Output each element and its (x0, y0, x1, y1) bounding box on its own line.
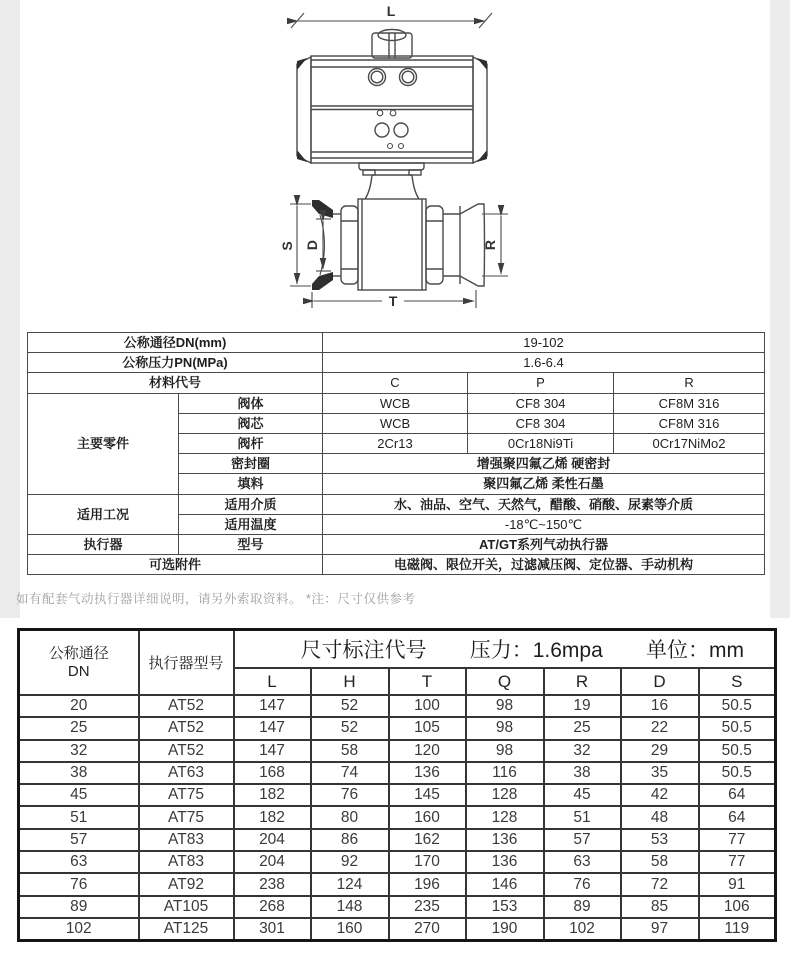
cell-dn: 51 (19, 806, 139, 828)
cell: 100 (389, 695, 466, 717)
cell: 170 (389, 851, 466, 873)
cell: 148 (311, 896, 389, 918)
cell: 98 (466, 740, 544, 762)
cell-model: AT83 (139, 829, 234, 851)
spec-material-label: 材料代号 (28, 373, 323, 393)
table-row (19, 896, 776, 918)
table-row (19, 851, 776, 873)
table-row (19, 829, 776, 851)
cell: 98 (466, 695, 544, 717)
header-dn-line1: 公称通径 (48, 644, 109, 662)
table-row (19, 873, 776, 895)
cell: 50.5 (699, 695, 776, 717)
cell-dn: 57 (19, 829, 139, 851)
table-row (28, 494, 765, 514)
header-dn (19, 630, 139, 696)
col-R: R (544, 668, 621, 695)
table-row (28, 333, 765, 353)
cell: 25 (544, 717, 621, 739)
table-row (19, 762, 776, 784)
cell: 145 (389, 784, 466, 806)
cell: 76 (311, 784, 389, 806)
cell: 268 (234, 896, 311, 918)
cell: 77 (699, 829, 776, 851)
cell: 48 (621, 806, 699, 828)
spec-dn-label: 公称通径DN(mm) (28, 333, 323, 353)
part-name: 阀杆 (179, 433, 323, 453)
part-value: 0Cr18Ni9Ti (468, 433, 614, 453)
cell: 168 (234, 762, 311, 784)
spec-parts-label: 主要零件 (28, 393, 179, 494)
header-actuator-model: 执行器型号 (139, 630, 234, 696)
spec-model-label: 型号 (179, 534, 323, 554)
spec-pn-value: 1.6-6.4 (323, 353, 765, 373)
part-name: 填料 (179, 474, 323, 494)
cell: 204 (234, 829, 311, 851)
cell: 160 (311, 918, 389, 941)
cell-model: AT83 (139, 851, 234, 873)
cell: 182 (234, 784, 311, 806)
cell: 32 (544, 740, 621, 762)
footnote: 如有配套气动执行器详细说明，请另外索取资料。 *注：尺寸仅供参考 (16, 592, 416, 606)
right-margin (770, 0, 790, 618)
cell: 153 (466, 896, 544, 918)
table-row (28, 353, 765, 373)
col-L: L (234, 668, 311, 695)
cell-dn: 38 (19, 762, 139, 784)
valve-technical-drawing (20, 0, 770, 330)
condition-name: 适用介质 (179, 494, 323, 514)
cell-model: AT52 (139, 717, 234, 739)
table-row (19, 784, 776, 806)
part-value: CF8 304 (468, 393, 614, 413)
col-S: S (699, 668, 776, 695)
header-unit: 单位：mm (645, 639, 744, 662)
cell: 106 (699, 896, 776, 918)
cell: 136 (389, 762, 466, 784)
cell: 270 (389, 918, 466, 941)
cell: 147 (234, 717, 311, 739)
part-value: 2Cr13 (323, 433, 468, 453)
col-T: T (389, 668, 466, 695)
cell: 72 (621, 873, 699, 895)
part-value: WCB (323, 413, 468, 433)
cell: 64 (699, 784, 776, 806)
cell: 196 (389, 873, 466, 895)
left-margin (0, 0, 20, 618)
table-row (28, 555, 765, 575)
cell: 35 (621, 762, 699, 784)
cell: 29 (621, 740, 699, 762)
cell: 86 (311, 829, 389, 851)
spec-accessories-value: 电磁阀、限位开关，过滤减压阀、定位器、手动机构 (323, 555, 765, 575)
cell: 128 (466, 806, 544, 828)
table-row (19, 806, 776, 828)
cell: 204 (234, 851, 311, 873)
part-value: 0Cr17NiMo2 (614, 433, 765, 453)
material-code: C (323, 373, 468, 393)
part-value: WCB (323, 393, 468, 413)
cell-dn: 45 (19, 784, 139, 806)
cell: 91 (699, 873, 776, 895)
cell-model: AT125 (139, 918, 234, 941)
cell: 64 (699, 806, 776, 828)
cell: 50.5 (699, 762, 776, 784)
cell: 76 (544, 873, 621, 895)
spec-accessories-label: 可选附件 (28, 555, 323, 575)
cell: 19 (544, 695, 621, 717)
table-row (28, 534, 765, 554)
cell-model: AT75 (139, 784, 234, 806)
condition-name: 适用温度 (179, 514, 323, 534)
cell: 182 (234, 806, 311, 828)
cell: 128 (466, 784, 544, 806)
cell-model: AT52 (139, 695, 234, 717)
table-row (28, 373, 765, 393)
dim-label-L: L (386, 3, 396, 19)
cell: 162 (389, 829, 466, 851)
part-value: 增强聚四氟乙烯 硬密封 (323, 454, 765, 474)
cell: 85 (621, 896, 699, 918)
cell: 147 (234, 695, 311, 717)
cell: 45 (544, 784, 621, 806)
cell: 147 (234, 740, 311, 762)
dim-label-D: D (304, 239, 320, 251)
cell-model: AT92 (139, 873, 234, 895)
table-row (28, 393, 765, 413)
part-name: 阀体 (179, 393, 323, 413)
cell: 57 (544, 829, 621, 851)
cell: 53 (621, 829, 699, 851)
cell: 22 (621, 717, 699, 739)
header-title: 尺寸标注代号 (300, 639, 427, 662)
cell-model: AT105 (139, 896, 234, 918)
cell-model: AT52 (139, 740, 234, 762)
cell: 119 (699, 918, 776, 941)
part-value: CF8 304 (468, 413, 614, 433)
pneumatic-valve-diagram-svg (20, 0, 770, 330)
condition-value: 水、油品、空气、天然气，醋酸、硝酸、尿素等介质 (323, 494, 765, 514)
cell: 58 (621, 851, 699, 873)
cell: 92 (311, 851, 389, 873)
cell-dn: 76 (19, 873, 139, 895)
cell: 97 (621, 918, 699, 941)
part-value: 聚四氟乙烯 柔性石墨 (323, 474, 765, 494)
cell: 136 (466, 851, 544, 873)
dim-label-T: T (388, 293, 398, 309)
cell-dn: 32 (19, 740, 139, 762)
header-pressure: 压力：1.6mpa (469, 639, 603, 662)
cell: 77 (699, 851, 776, 873)
cell: 116 (466, 762, 544, 784)
table-row (19, 695, 776, 717)
cell: 51 (544, 806, 621, 828)
cell-model: AT75 (139, 806, 234, 828)
cell: 238 (234, 873, 311, 895)
cell-model: AT63 (139, 762, 234, 784)
part-name: 密封圈 (179, 454, 323, 474)
table-row (19, 740, 776, 762)
cell: 50.5 (699, 740, 776, 762)
cell: 124 (311, 873, 389, 895)
cell: 146 (466, 873, 544, 895)
cell: 98 (466, 717, 544, 739)
cell: 89 (544, 896, 621, 918)
cell: 301 (234, 918, 311, 941)
cell-dn: 20 (19, 695, 139, 717)
cell: 74 (311, 762, 389, 784)
cell: 120 (389, 740, 466, 762)
cell: 38 (544, 762, 621, 784)
material-code: P (468, 373, 614, 393)
header-dn-line2: DN (67, 662, 90, 680)
cell: 160 (389, 806, 466, 828)
cell-dn: 25 (19, 717, 139, 739)
dimension-table (17, 628, 777, 942)
dim-label-R: R (482, 239, 498, 251)
col-Q: Q (466, 668, 544, 695)
col-H: H (311, 668, 389, 695)
part-value: CF8M 316 (614, 393, 765, 413)
header-span (234, 630, 776, 669)
cell-dn: 63 (19, 851, 139, 873)
cell: 16 (621, 695, 699, 717)
cell-dn: 89 (19, 896, 139, 918)
part-value: CF8M 316 (614, 413, 765, 433)
cell: 105 (389, 717, 466, 739)
spec-dn-value: 19-102 (323, 333, 765, 353)
spec-pn-label: 公称压力PN(MPa) (28, 353, 323, 373)
cell: 136 (466, 829, 544, 851)
dim-label-S: S (279, 241, 295, 251)
spec-actuator-label: 执行器 (28, 534, 179, 554)
cell: 102 (544, 918, 621, 941)
cell-dn: 102 (19, 918, 139, 941)
table-row (19, 918, 776, 941)
part-name: 阀芯 (179, 413, 323, 433)
material-code: R (614, 373, 765, 393)
cell: 42 (621, 784, 699, 806)
cell: 52 (311, 717, 389, 739)
condition-value: -18℃~150℃ (323, 514, 765, 534)
spec-model-value: AT/GT系列气动执行器 (323, 534, 765, 554)
cell: 235 (389, 896, 466, 918)
cell: 50.5 (699, 717, 776, 739)
spec-table (27, 332, 765, 575)
table-header-row (19, 630, 776, 669)
cell: 58 (311, 740, 389, 762)
table-row (19, 717, 776, 739)
cell: 190 (466, 918, 544, 941)
spec-condition-label: 适用工况 (28, 494, 179, 534)
cell: 52 (311, 695, 389, 717)
cell: 80 (311, 806, 389, 828)
col-D: D (621, 668, 699, 695)
cell: 63 (544, 851, 621, 873)
